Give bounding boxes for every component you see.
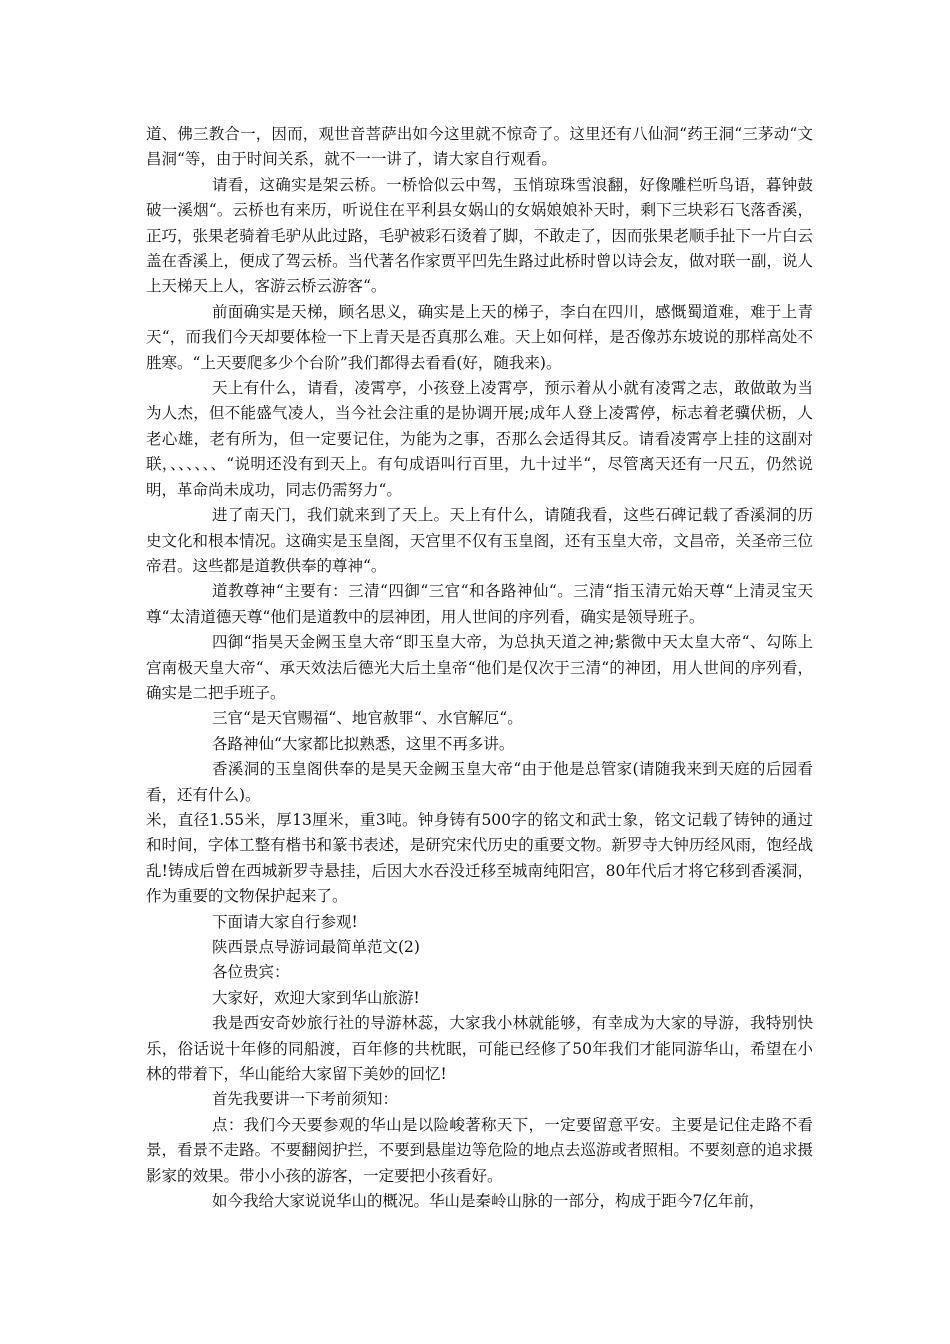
section-title: 陕西景点导游词最简单范文(2)	[212, 938, 420, 956]
paragraph: 香溪洞的玉皇阁供奉的是昊天金阙玉皇大帝“由于他是总管家(请随我来到天庭的后园看看，还有什么)。	[146, 760, 813, 804]
paragraph: 大家好，欢迎大家到华山旅游!	[212, 988, 420, 1007]
paragraph: 进了南天门，我们就来到了天上。天上有什么，请随我看，这些石碑记载了香溪洞的历史文化和根本情况。这确实是玉皇阁，天宫里不仅有玉皇阁，还有玉皇大帝，文昌帝，关圣帝三位帝君。这些都是道教供奉的尊神“。	[146, 506, 813, 575]
document-body	[146, 122, 813, 1214]
paragraph: 天上有什么，请看，凌霄亭，小孩登上凌霄亭，预示着从小就有凌霄之志，敢做敢为当为人杰，但不能盛气凌人，当今社会注重的是协调开展;成年人登上凌霄停，标志着老骥伏枥，人老心雄，老有所为，但一定要记住，为能为之事，否那么会适得其反。请看凌霄亭上挂的这副对联，、、、、、、“说明还没有到天上。有句成语叫行百里，九十过半“，尽管离天还有一尺五，仍然说明，革命尚未成功，同志仍需努力“。	[146, 379, 813, 499]
paragraph: 三官“是天官赐福“、地官赦罪“、水官解厄“。	[212, 709, 523, 728]
paragraph: 请看，这确实是架云桥。一桥恰似云中驾，玉悄琼珠雪浪翻，好像雕栏听鸟语，暮钟鼓破一溪烟“。云桥也有来历，听说住在平利县女娲山的女娲娘娘补天时，剩下三块彩石飞落香溪，正巧，张果老骑着毛驴从此过路，毛驴被彩石烫着了脚，不敢走了，因而张果老顺手扯下一片白云盖在香溪上，便成了驾云桥。当代著名作家贾平凹先生路过此桥时曾以诗会友，做对联一副，说人上天梯天上人，客游云桥云游客“。	[146, 175, 813, 296]
paragraph: 下面请大家自行参观!	[212, 912, 358, 931]
paragraph: 我是西安奇妙旅行社的导游林蕊，大家我小林就能够，有幸成为大家的导游，我特别快乐，俗话说十年修的同船渡，百年修的共枕眠，可能已经修了50年我们才能同游华山，希望在小林的带着下，华山能给大家留下美妙的回忆!	[146, 1014, 813, 1084]
paragraph: 米，直径1.55米，厚13厘米，重3吨。钟身铸有500字的铭文和武士象，铭文记载了铸钟的通过和时间，字体工整有楷书和篆书表述，是研究宋代历史的重要文物。新罗寺大钟历经风雨，饱经战乱!铸成后曾在西城新罗寺悬挂，后因大水吞没迁移至城南纯阳宫，80年代后才将它移到香溪洞，作为重要的文物保护起来了。	[146, 810, 813, 906]
paragraph: 前面确实是天梯，顾名思义，确实是上天的梯子，李白在四川，感慨蜀道难，难于上青天“，而我们今天却要体检一下上青天是否真那么难。天上如何样，是否像苏东坡说的那样高处不胜寒。“上天要爬多少个台阶”我们都得去看看(好，随我来)。	[146, 302, 813, 372]
paragraph: 点：我们今天要参观的华山是以险峻著称天下，一定要留意平安。主要是记住走路不看景，看景不走路。不要翻阅护拦，不要到悬崖边等危险的地点去巡游或者照相。不要刻意的追求摄影家的效果。带小小孩的游客，一定要把小孩看好。	[146, 1115, 813, 1185]
paragraph: 各路神仙“大家都比拟熟悉，这里不再多讲。	[212, 734, 515, 753]
paragraph: 道、佛三教合一，因而，观世音菩萨出如今这里就不惊奇了。这里还有八仙洞“药王洞“三茅动“文昌洞“等，由于时间关系，就不一一讲了，请大家自行观看。	[146, 125, 813, 169]
paragraph: 如今我给大家说说华山的概况。华山是秦岭山脉的一部分，构成于距今7亿年前，	[212, 1192, 765, 1211]
paragraph: 道教尊神“主要有：三清“四御“三官“和各路神仙“。三清“指玉清元始天尊“上清灵宝天尊“太清道德天尊“他们是道教中的层神团，用人世间的序列看，确实是领导班子。	[146, 582, 813, 626]
paragraph: 四御“指昊天金阙玉皇大帝“即玉皇大帝，为总执天道之神;紫微中天太皇大帝“、勾陈上宫南极天皇大帝“、承天效法后德光大后土皇帝“他们是仅次于三清“的神团，用人世间的序列看，确实是二把手班子。	[146, 633, 813, 702]
salutation: 各位贵宾：	[212, 963, 290, 982]
paragraph: 首先我要讲一下考前须知：	[212, 1090, 399, 1109]
